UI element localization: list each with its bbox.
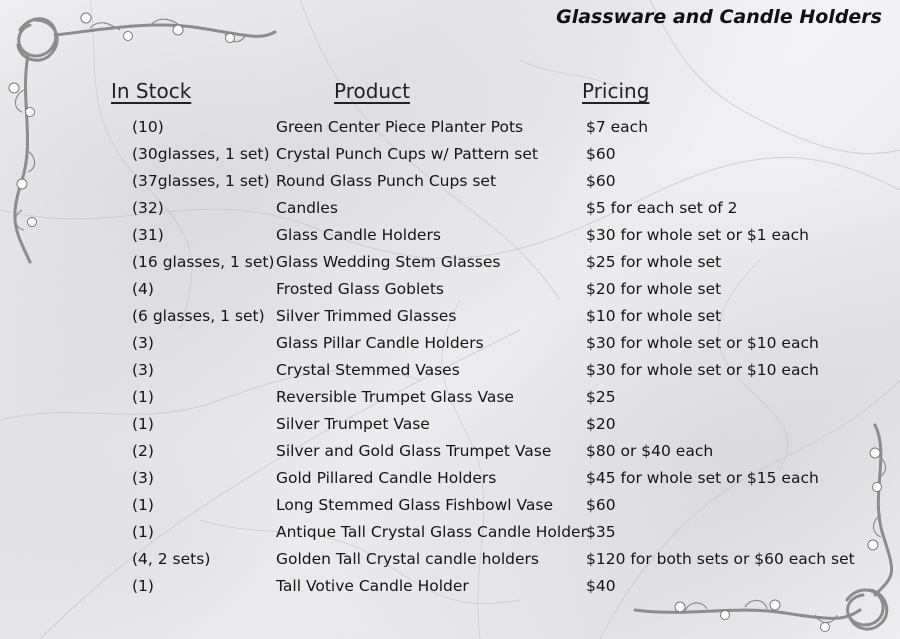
stock-quantity: (1): [132, 415, 154, 433]
page-title: Glassware and Candle Holders: [556, 6, 882, 28]
product-price: $30 for whole set or $10 each: [586, 334, 819, 352]
product-name: Silver Trimmed Glasses: [276, 307, 457, 325]
product-name: Reversible Trumpet Glass Vase: [276, 388, 514, 406]
product-name: Round Glass Punch Cups set: [276, 172, 497, 190]
column-header-product: Product: [334, 79, 410, 103]
stock-quantity: (30glasses, 1 set): [132, 145, 270, 163]
inventory-row: [0, 546, 900, 573]
product-name: Glass Pillar Candle Holders: [276, 334, 484, 352]
product-price: $60: [586, 172, 616, 190]
inventory-row: [0, 411, 900, 438]
product-price: $120 for both sets or $60 each set: [586, 550, 855, 568]
product-price: $35: [586, 523, 616, 541]
stock-quantity: (6 glasses, 1 set): [132, 307, 265, 325]
product-name: Crystal Stemmed Vases: [276, 361, 460, 379]
stock-quantity: (37glasses, 1 set): [132, 172, 270, 190]
product-price: $25 for whole set: [586, 253, 722, 271]
inventory-row: [0, 195, 900, 222]
inventory-row: [0, 168, 900, 195]
product-price: $30 for whole set or $1 each: [586, 226, 809, 244]
stock-quantity: (4, 2 sets): [132, 550, 211, 568]
stock-quantity: (4): [132, 280, 154, 298]
product-name: Long Stemmed Glass Fishbowl Vase: [276, 496, 554, 514]
product-name: Silver Trumpet Vase: [276, 415, 430, 433]
inventory-row: [0, 519, 900, 546]
inventory-row: [0, 249, 900, 276]
product-price: $60: [586, 145, 616, 163]
product-price: $20: [586, 415, 616, 433]
stock-quantity: (10): [132, 118, 164, 136]
inventory-row: [0, 330, 900, 357]
stock-quantity: (1): [132, 496, 154, 514]
column-header-pricing: Pricing: [582, 79, 650, 103]
stock-quantity: (1): [132, 523, 154, 541]
product-price: $25: [586, 388, 616, 406]
product-price: $40: [586, 577, 616, 595]
inventory-row: [0, 438, 900, 465]
inventory-row: [0, 492, 900, 519]
inventory-row: [0, 222, 900, 249]
product-name: Tall Votive Candle Holder: [276, 577, 469, 595]
inventory-row: [0, 465, 900, 492]
column-header-in-stock: In Stock: [111, 79, 192, 103]
product-price: $60: [586, 496, 616, 514]
inventory-row: [0, 573, 900, 600]
stock-quantity: (3): [132, 469, 154, 487]
product-name: Crystal Punch Cups w/ Pattern set: [276, 145, 538, 163]
product-price: $80 or $40 each: [586, 442, 714, 460]
inventory-list: [0, 114, 900, 600]
product-name: Glass Candle Holders: [276, 226, 441, 244]
stock-quantity: (3): [132, 361, 154, 379]
product-name: Frosted Glass Goblets: [276, 280, 444, 298]
product-name: Silver and Gold Glass Trumpet Vase: [276, 442, 552, 460]
stock-quantity: (3): [132, 334, 154, 352]
inventory-row: [0, 357, 900, 384]
stock-quantity: (31): [132, 226, 164, 244]
product-price: $7 each: [586, 118, 649, 136]
inventory-row: [0, 303, 900, 330]
inventory-row: [0, 276, 900, 303]
product-price: $5 for each set of 2: [586, 199, 738, 217]
inventory-row: [0, 141, 900, 168]
inventory-row: [0, 384, 900, 411]
product-name: Antique Tall Crystal Glass Candle Holder: [276, 523, 587, 541]
product-name: Candles: [276, 199, 338, 217]
stock-quantity: (1): [132, 388, 154, 406]
stock-quantity: (32): [132, 199, 164, 217]
inventory-row: [0, 114, 900, 141]
product-price: $20 for whole set: [586, 280, 722, 298]
product-price: $30 for whole set or $10 each: [586, 361, 819, 379]
product-name: Glass Wedding Stem Glasses: [276, 253, 501, 271]
product-price: $10 for whole set: [586, 307, 722, 325]
product-price: $45 for whole set or $15 each: [586, 469, 819, 487]
product-name: Gold Pillared Candle Holders: [276, 469, 497, 487]
stock-quantity: (2): [132, 442, 154, 460]
stock-quantity: (16 glasses, 1 set): [132, 253, 275, 271]
product-name: Green Center Piece Planter Pots: [276, 118, 524, 136]
product-name: Golden Tall Crystal candle holders: [276, 550, 540, 568]
stock-quantity: (1): [132, 577, 154, 595]
